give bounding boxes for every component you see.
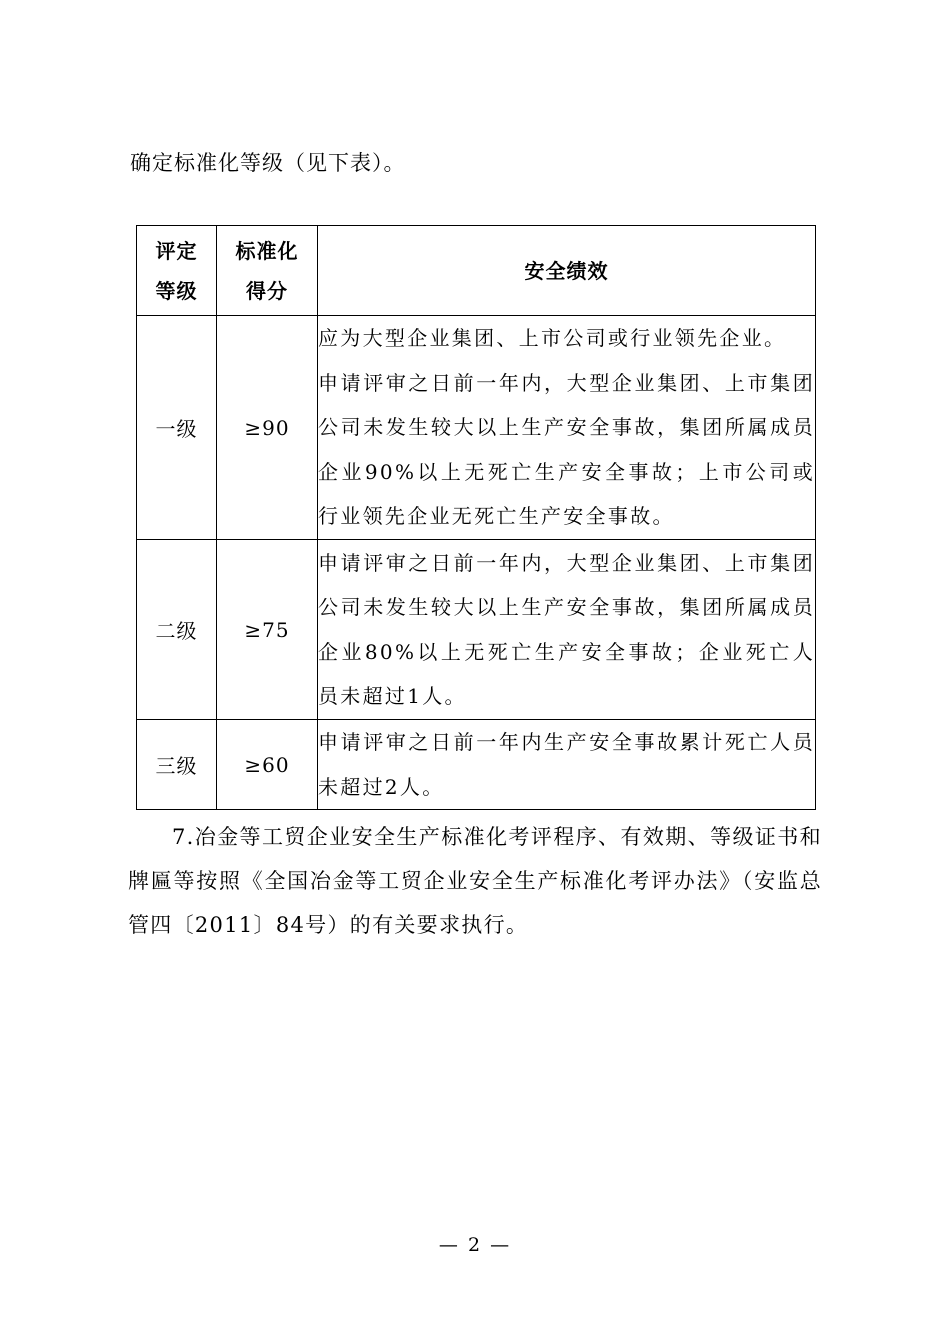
row-score: ≥90 xyxy=(217,316,318,540)
performance-text: 申请评审之日前一年内，大型企业集团、上市集团公司未发生较大以上生产安全事故，集团所属成员企业90%以上无死亡生产安全事故；上市公司或行业领先企业无死亡生产安全事故。 xyxy=(318,370,815,529)
header-level xyxy=(137,226,217,316)
row-score: ≥75 xyxy=(217,540,318,720)
body-paragraph: 7.冶金等工贸企业安全生产标准化考评程序、有效期、等级证书和牌匾等按照《全国冶金等工贸企业安全生产标准化考评办法》（安监总管四〔2011〕84号）的有关要求执行。 xyxy=(128,825,822,937)
performance-text: 应为大型企业集团、上市公司或行业领先企业。 xyxy=(318,326,787,351)
intro-text: 确定标准化等级（见下表）。 xyxy=(130,151,406,175)
header-score xyxy=(217,226,318,316)
performance-text: 申请评审之日前一年内，大型企业集团、上市集团公司未发生较大以上生产安全事故，集团所属成员企业80%以上无死亡生产安全事故；企业死亡人员未超过1人。 xyxy=(318,550,815,708)
row-performance xyxy=(318,540,816,720)
header-performance: 安全绩效 xyxy=(318,226,816,316)
table-header-row xyxy=(137,226,816,316)
row-performance xyxy=(318,720,816,810)
row-level: 一级 xyxy=(137,316,217,540)
row-performance xyxy=(318,316,816,540)
table-row xyxy=(137,316,816,540)
row-score: ≥60 xyxy=(217,720,318,810)
header-level-line-1: 评定 xyxy=(155,238,198,263)
performance-text: 申请评审之日前一年内生产安全事故累计死亡人员未超过2人。 xyxy=(318,730,815,799)
header-level-line-2: 等级 xyxy=(155,278,198,303)
header-score-line-1: 标准化 xyxy=(235,238,299,263)
row-level: 三级 xyxy=(137,720,217,810)
header-score-line-2: 得分 xyxy=(246,278,288,303)
table-row xyxy=(137,540,816,720)
row-level: 二级 xyxy=(137,540,217,720)
table-row xyxy=(137,720,816,810)
page-number: — 2 — xyxy=(438,1234,512,1256)
grade-table xyxy=(136,225,816,810)
